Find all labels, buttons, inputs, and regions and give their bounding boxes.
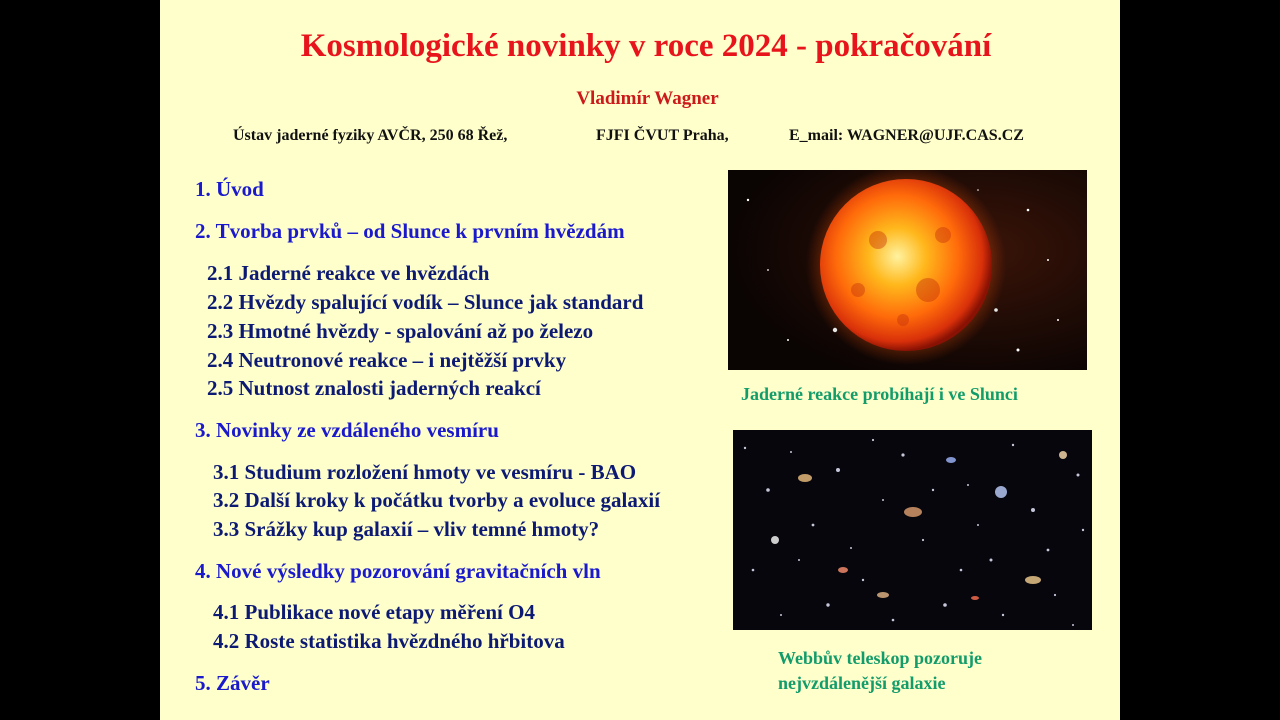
sun-image bbox=[728, 170, 1087, 370]
sun-caption: Jaderné reakce probíhají i ve Slunci bbox=[741, 384, 1018, 404]
outline-item-2-4: 2.4 Neutronové reakce – i nejtěžší prvky bbox=[207, 348, 567, 372]
outline-item-2-3: 2.3 Hmotné hvězdy - spalování až po železo bbox=[207, 319, 594, 343]
webb-caption-line1: Webbův teleskop pozoruje bbox=[778, 648, 983, 668]
affiliation-faculty: FJFI ČVUT Praha, bbox=[596, 127, 729, 144]
outline-section-5: 5. Závěr bbox=[195, 671, 270, 695]
outline-item-2-5: 2.5 Nutnost znalosti jaderných reakcí bbox=[207, 376, 541, 400]
outline-item-2-1: 2.1 Jaderné reakce ve hvězdách bbox=[207, 261, 490, 285]
outline-item-3-3: 3.3 Srážky kup galaxií – vliv temné hmoty? bbox=[213, 517, 600, 541]
author-name: Vladimír Wagner bbox=[576, 88, 719, 109]
outline-section-2: 2. Tvorba prvků – od Slunce k prvním hvězdám bbox=[195, 219, 625, 243]
slide-title: Kosmologické novinky v roce 2024 - pokračování bbox=[300, 28, 992, 64]
deep-field-image bbox=[733, 430, 1092, 630]
affiliation-institute: Ústav jaderné fyziky AVČR, 250 68 Řež, bbox=[233, 127, 508, 144]
outline-item-3-1: 3.1 Studium rozložení hmoty ve vesmíru - BAO bbox=[213, 460, 637, 484]
slide bbox=[160, 0, 1120, 720]
affiliation-email: E_mail: WAGNER@UJF.CAS.CZ bbox=[789, 127, 1024, 144]
outline-section-3: 3. Novinky ze vzdáleného vesmíru bbox=[195, 418, 499, 442]
outline-item-4-1: 4.1 Publikace nové etapy měření O4 bbox=[213, 600, 535, 624]
outline-item-4-2: 4.2 Roste statistika hvězdného hřbitova bbox=[213, 629, 565, 653]
outline-section-4: 4. Nové výsledky pozorování gravitačních vln bbox=[195, 559, 601, 583]
webb-caption-line2: nejvzdálenější galaxie bbox=[778, 673, 946, 693]
outline-section-1: 1. Úvod bbox=[195, 177, 264, 201]
outline-item-3-2: 3.2 Další kroky k počátku tvorby a evoluce galaxií bbox=[213, 488, 661, 512]
outline-item-2-2: 2.2 Hvězdy spalující vodík – Slunce jak standard bbox=[207, 290, 644, 314]
